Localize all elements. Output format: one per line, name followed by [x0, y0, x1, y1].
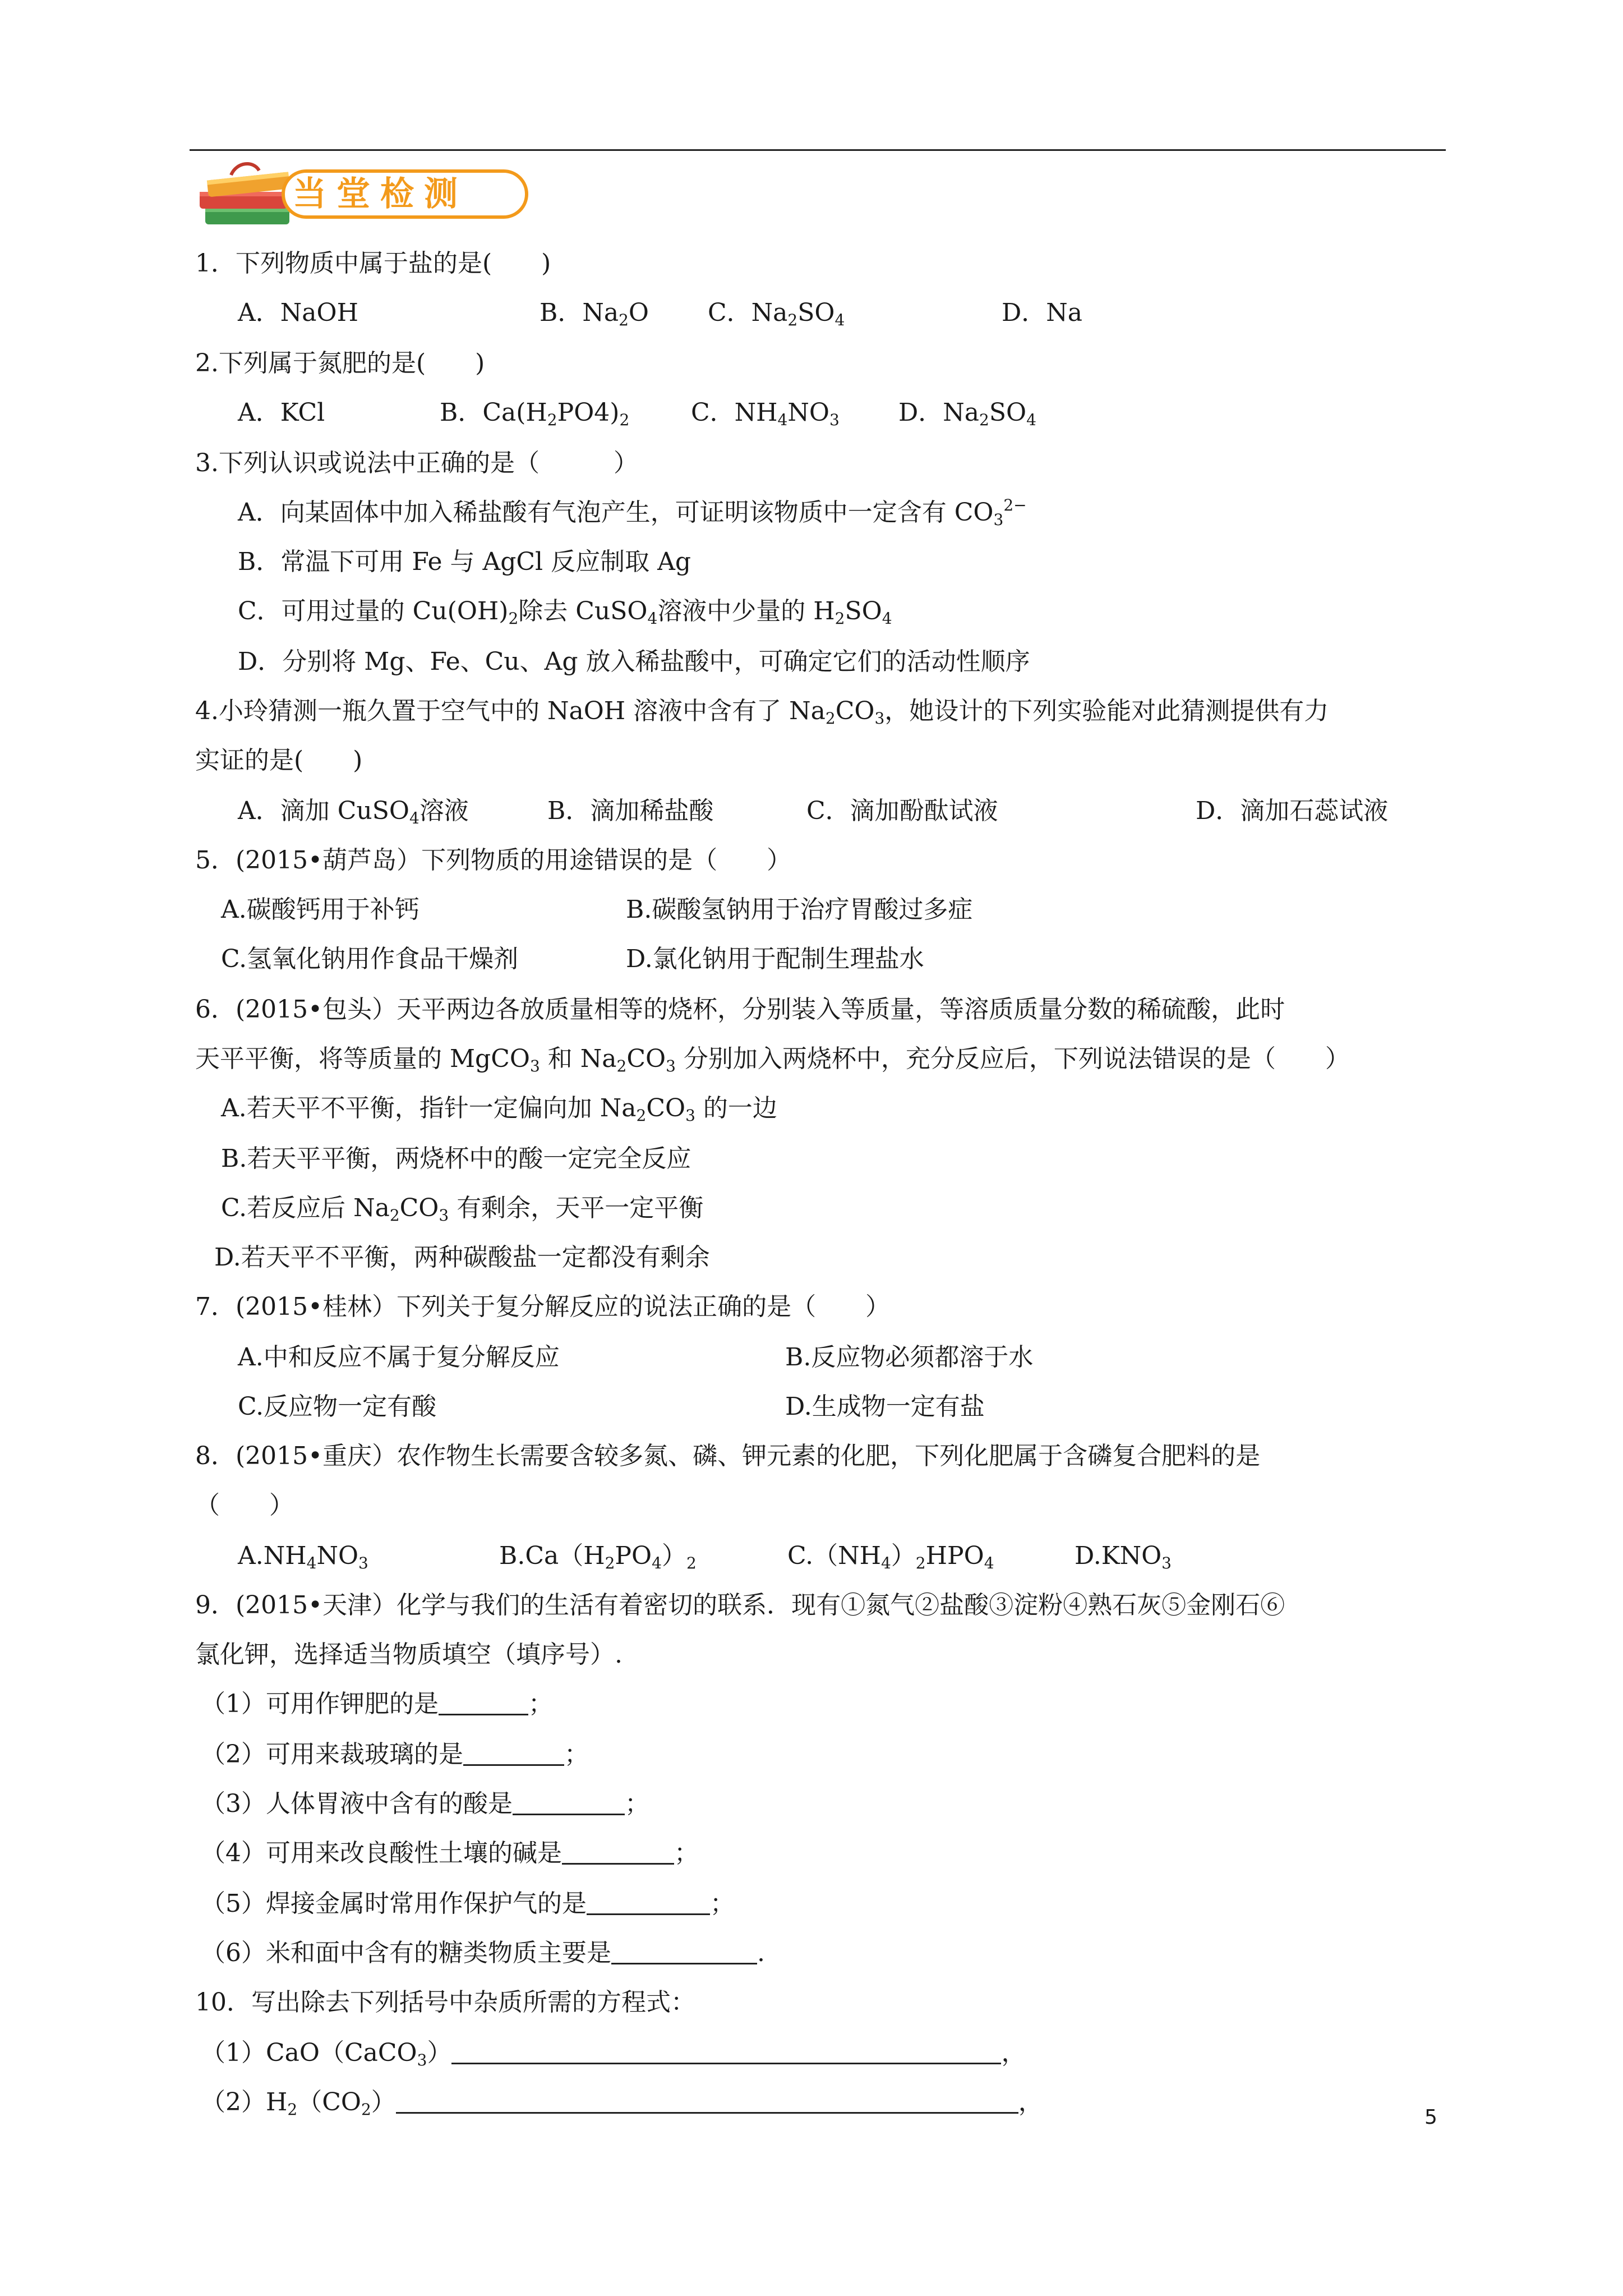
- q9-item-6: （6）米和面中含有的糖类物质主要是 .: [201, 1939, 765, 1967]
- q7-option-c: C.反应物一定有酸: [238, 1392, 437, 1421]
- q3-option-a: A．向某固体中加入稀盐酸有气泡产生，可证明该物质中一定含有 $CO_3^{2-}$: [238, 496, 1027, 529]
- q3-stem: 3.下列认识或说法中正确的是（ ）: [195, 449, 638, 477]
- q8-stem-line2: （ ）: [195, 1491, 294, 1520]
- q7-option-a: A.中和反应不属于复分解反应: [238, 1343, 560, 1372]
- q4-option-c: C．滴加酚酞试液: [806, 797, 998, 825]
- q1-option-d: D．Na: [1002, 298, 1083, 327]
- q2-option-d: D．$Na_2SO_4$: [898, 398, 1036, 429]
- page-number: 5: [1424, 2106, 1437, 2129]
- q5-option-d: D.氯化钠用于配制生理盐水: [626, 945, 924, 973]
- answer-blank[interactable]: [463, 1740, 564, 1766]
- q8-stem-line1: 8．(2015•重庆）农作物生长需要含较多氮、磷、钾元素的化肥，下列化肥属于含磷复合肥料的是: [195, 1442, 1261, 1470]
- q2-option-c: C．$NH_4NO_3$: [691, 398, 840, 429]
- q8-option-b: $B.Ca(H_2PO_4)_2$: [499, 1542, 697, 1572]
- q7-option-d: D.生成物一定有盐: [785, 1392, 985, 1421]
- q4-option-b: B．滴加稀盐酸: [547, 797, 714, 825]
- answer-blank[interactable]: [396, 2087, 1018, 2114]
- q3-option-c: C．可用过量的 $Cu(OH)_2$除去 CuSO$_4$溶液中少量的 $H_2SO_4$: [238, 597, 892, 628]
- q2-option-b: B．$Ca(H_2PO4)_2$: [440, 398, 630, 429]
- banner-title: 当堂检测: [293, 174, 468, 214]
- q5-stem: 5．(2015•葫芦岛）下列物质的用途错误的是（ ）: [195, 846, 792, 875]
- q8-option-d: $D.KNO_3$: [1075, 1542, 1172, 1572]
- q5-option-b: B.碳酸氢钠用于治疗胃酸过多症: [626, 895, 973, 924]
- q4-stem-line1: 4.小玲猜测一瓶久置于空气中的 NaOH 溶液中含有了 $Na_2CO_3$，她设计的下列实验能对此猜测提供有力: [195, 697, 1329, 728]
- q3-option-d: D．分别将 Mg、Fe、Cu、Ag 放入稀盐酸中，可确定它们的活动性顺序: [238, 647, 1030, 676]
- q7-stem: 7．(2015•桂林）下列关于复分解反应的说法正确的是（ ）: [195, 1292, 891, 1321]
- q4-option-a: A．滴加 CuSO$_4$溶液: [238, 797, 469, 827]
- q6-stem-line1: 6．(2015•包头）天平两边各放质量相等的烧杯，分别装入等质量，等溶质质量分数的稀硫酸，此时: [195, 995, 1285, 1024]
- q8-option-c: $C.(NH_4)_2HPO_4$: [787, 1542, 994, 1572]
- answer-blank[interactable]: [587, 1889, 710, 1915]
- q9-stem-line2: 氯化钾，选择适当物质填空（填序号）.: [195, 1640, 623, 1669]
- answer-blank[interactable]: [439, 1689, 528, 1715]
- q1-option-c: C．$Na_2SO_4$: [708, 298, 845, 329]
- q9-item-5: （5）焊接金属时常用作保护气的是 ；: [201, 1889, 735, 1918]
- q10-item-2: $(2)H_2(CO_2)$ ，: [201, 2088, 1043, 2119]
- q3-option-b: B．常温下可用 Fe 与 AgCl 反应制取 Ag: [238, 547, 691, 576]
- q9-item-1: （1）可用作钾肥的是 ；: [201, 1690, 553, 1718]
- q9-item-2: （2）可用来裁玻璃的是 ；: [201, 1740, 589, 1769]
- q8-option-a: $A.NH_4NO_3$: [238, 1542, 368, 1572]
- q6-option-a: A.若天平不平衡，指针一定偏向加 $Na_2CO_3$ 的一边: [221, 1094, 777, 1125]
- q9-stem-line1: 9．(2015•天津）化学与我们的生活有着密切的联系．现有①氮气②盐酸③淀粉④熟石灰⑤金刚石⑥: [195, 1591, 1285, 1619]
- q5-option-c: C.氢氧化钠用作食品干燥剂: [221, 945, 519, 973]
- q4-option-d: D．滴加石蕊试液: [1196, 797, 1389, 825]
- q1-option-a: A．NaOH: [238, 298, 358, 327]
- answer-blank[interactable]: [451, 2038, 1001, 2064]
- q6-option-b: B.若天平平衡，两烧杯中的酸一定完全反应: [221, 1144, 691, 1173]
- section-banner: [197, 159, 534, 232]
- q6-stem-line2: 天平平衡，将等质量的 MgCO$_3$ 和 $Na_2CO_3$ 分别加入两烧杯中，充分反应后，下列说法错误的是（ ）: [195, 1045, 1350, 1075]
- answer-blank[interactable]: [513, 1789, 625, 1815]
- q6-option-c: C.若反应后 $Na_2CO_3$ 有剩余，天平一定平衡: [221, 1194, 704, 1225]
- header-rule: [190, 149, 1446, 151]
- q2-option-a: A．KCl: [238, 398, 325, 427]
- q10-stem: 10．写出除去下列括号中杂质所需的方程式：: [195, 1988, 695, 2017]
- q9-item-4: （4）可用来改良酸性土壤的碱是 ；: [201, 1839, 699, 1867]
- q4-stem-line2: 实证的是( ): [195, 746, 363, 775]
- q2-stem: 2.下列属于氮肥的是( ): [195, 349, 485, 378]
- q6-option-d: D.若天平不平衡，两种碳酸盐一定都没有剩余: [214, 1243, 710, 1272]
- q7-option-b: B.反应物必须都溶于水: [785, 1343, 1034, 1372]
- q9-item-3: （3）人体胃液中含有的酸是 ；: [201, 1789, 649, 1818]
- q1-option-b: B．$Na_2O$: [540, 298, 649, 329]
- q1-stem: 1．下列物质中属于盐的是( ): [195, 249, 551, 278]
- q5-option-a: A.碳酸钙用于补钙: [221, 895, 419, 924]
- answer-blank[interactable]: [611, 1938, 757, 1964]
- q10-item-1: （1）CaO（CaCO$_3$） ，: [201, 2039, 1026, 2069]
- answer-blank[interactable]: [562, 1838, 674, 1865]
